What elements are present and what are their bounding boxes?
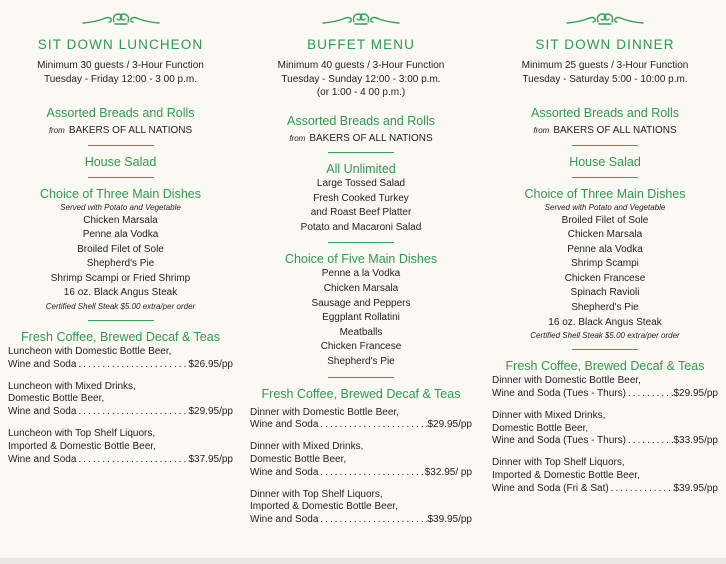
flourish-ornament-icon	[81, 9, 161, 29]
price: $37.95/pp	[188, 453, 233, 465]
price-option: Luncheon with Mixed Drinks, Domestic Bottle Beer, Wine and Soda ..... $29.95/pp	[8, 381, 233, 419]
dinner-coffee-heading: Fresh Coffee, Brewed Decaf & Teas	[505, 359, 705, 374]
dinner-mains-list	[492, 214, 718, 331]
list-item: Broiled Filet of Sole	[77, 243, 164, 255]
list-item: Chicken Francese	[320, 341, 402, 353]
luncheon-mains-note: Served with Potato and Vegetable	[60, 202, 181, 212]
buffet-mains-heading: Choice of Five Main Dishes	[284, 252, 438, 267]
divider	[88, 320, 154, 321]
price-option: Dinner with Mixed Drinks, Domestic Bottle Beer, Wine and Soda (Tues - Thurs) ..... $33.95/pp	[492, 410, 718, 448]
list-item: Penne ala Vodka	[82, 229, 159, 241]
price-option: Dinner with Mixed Drinks, Domestic Bottle Beer, Wine and Soda ..... $32.95/ pp	[250, 441, 472, 479]
luncheon-salad-heading: House Salad	[84, 154, 157, 169]
price-option: Dinner with Top Shelf Liquors, Imported & Domestic Bottle Beer, Wine and Soda (Fri & Sat) ..... $39.95/pp	[492, 457, 718, 495]
luncheon-breads-heading: Assorted Breads and Rolls	[46, 106, 195, 120]
list-item: Shepherd's Pie	[86, 258, 155, 270]
list-item: Shepherd's Pie	[327, 355, 395, 367]
list-item: Shrimp Scampi	[571, 258, 639, 270]
luncheon-info: Minimum 30 guests / 3-Hour Function Tuesday - Friday 12:00 - 3 00 p.m.	[37, 60, 204, 85]
divider	[572, 145, 638, 146]
price: $39.95/pp	[427, 514, 472, 526]
buffet-title: BUFFET MENU	[307, 37, 415, 52]
divider	[88, 145, 154, 146]
luncheon-breads-vendor: from BAKERS OF ALL NATIONS	[48, 125, 193, 136]
dinner-mains-heading: Choice of Three Main Dishes	[524, 186, 686, 201]
price: $32.95/ pp	[424, 466, 472, 478]
price-option: Luncheon with Domestic Bottle Beer, Wine and Soda ..... $26.95/pp	[8, 346, 233, 372]
price-option: Luncheon with Top Shelf Liquors, Imported & Domestic Bottle Beer, Wine and Soda ..... $37.95/pp	[8, 428, 233, 466]
dinner-info: Minimum 25 guests / 3-Hour Function Tuesday - Saturday 5:00 - 10:00 p.m.	[521, 60, 689, 85]
divider	[328, 152, 394, 153]
list-item: Fresh Cooked Turkey	[313, 192, 409, 204]
list-item: and Roast Beef Platter	[310, 207, 412, 219]
list-item: Large Tossed Salad	[316, 178, 406, 189]
list-item: Shrimp Scampi or Fried Shrimp	[50, 272, 191, 284]
luncheon-mains-heading: Choice of Three Main Dishes	[40, 186, 201, 201]
price: $33.95/pp	[673, 435, 718, 447]
flourish-ornament-icon	[565, 9, 645, 29]
price-option: Dinner with Top Shelf Liquors, Imported & Domestic Bottle Beer, Wine and Soda ..... $39.95/pp	[250, 489, 472, 527]
list-item: Shepherd's Pie	[571, 302, 639, 314]
divider	[328, 377, 394, 378]
dinner-breads-heading: Assorted Breads and Rolls	[531, 106, 679, 120]
price: $39.95/pp	[673, 482, 718, 494]
dinner-salad-heading: House Salad	[569, 154, 641, 169]
list-item: Chicken Marsala	[323, 282, 399, 294]
price: $26.95/pp	[188, 358, 233, 370]
list-item: Penne ala Vodka	[567, 243, 643, 255]
luncheon-column	[8, 0, 233, 475]
luncheon-coffee-heading: Fresh Coffee, Brewed Decaf & Teas	[21, 330, 220, 345]
divider	[572, 177, 638, 178]
price-option: Dinner with Domestic Bottle Beer, Wine and Soda ..... $29.95/pp	[250, 407, 472, 433]
price: $29.95/pp	[427, 419, 472, 431]
dinner-mains-footnote: Certified Shell Steak $5.00 extra/per order	[530, 331, 680, 341]
buffet-unlimited-heading: All Unlimited	[326, 162, 396, 176]
list-item: Meatballs	[339, 326, 383, 338]
list-item: Broiled Filet of Sole	[561, 214, 649, 226]
divider	[88, 177, 154, 178]
list-item: Spinach Ravioli	[570, 287, 640, 299]
luncheon-title: SIT DOWN LUNCHEON	[37, 37, 204, 52]
list-item: Chicken Marsala	[83, 214, 158, 226]
buffet-info: Minimum 40 guests / 3-Hour Function Tuesday - Sunday 12:00 - 3:00 p.m. (or 1:00 - 4 00 p.m.)	[277, 60, 445, 98]
buffet-coffee-heading: Fresh Coffee, Brewed Decaf & Teas	[261, 386, 461, 401]
divider	[572, 349, 638, 350]
flourish-ornament-icon	[321, 9, 401, 29]
dinner-breads-vendor: from BAKERS OF ALL NATIONS	[533, 125, 677, 136]
list-item: 16 oz. Black Angus Steak	[548, 316, 662, 328]
divider	[328, 242, 394, 243]
price: $29.95/pp	[188, 406, 233, 418]
luncheon-pricing	[8, 346, 233, 466]
dinner-mains-note: Served with Potato and Vegetable	[544, 202, 666, 212]
buffet-unlimited-list	[250, 177, 472, 235]
list-item: Penne a la Vodka	[321, 268, 401, 280]
list-item: 16 oz. Black Angus Steak	[63, 287, 178, 299]
dinner-column	[492, 0, 718, 505]
dinner-title: SIT DOWN DINNER	[535, 37, 675, 52]
buffet-breads-vendor: from BAKERS OF ALL NATIONS	[289, 132, 433, 144]
buffet-breads-heading: Assorted Breads and Rolls	[287, 113, 435, 128]
list-item: Chicken Francese	[564, 272, 646, 284]
buffet-column	[250, 0, 472, 536]
list-item: Chicken Marsala	[567, 229, 643, 241]
price: $29.95/pp	[673, 388, 718, 400]
list-item: Sausage and Peppers	[311, 297, 411, 309]
luncheon-mains-list	[8, 214, 233, 302]
dinner-pricing	[492, 375, 718, 495]
list-item: Potato and Macaroni Salad	[300, 221, 422, 233]
buffet-mains-list	[250, 267, 472, 369]
buffet-pricing	[250, 407, 472, 527]
list-item: Eggplant Rollatini	[322, 312, 400, 324]
price-option: Dinner with Domestic Bottle Beer, Wine and Soda (Tues - Thurs) ..... $29.95/pp	[492, 375, 718, 401]
luncheon-mains-footnote: Certified Shell Steak $5.00 extra/per order	[45, 302, 196, 312]
